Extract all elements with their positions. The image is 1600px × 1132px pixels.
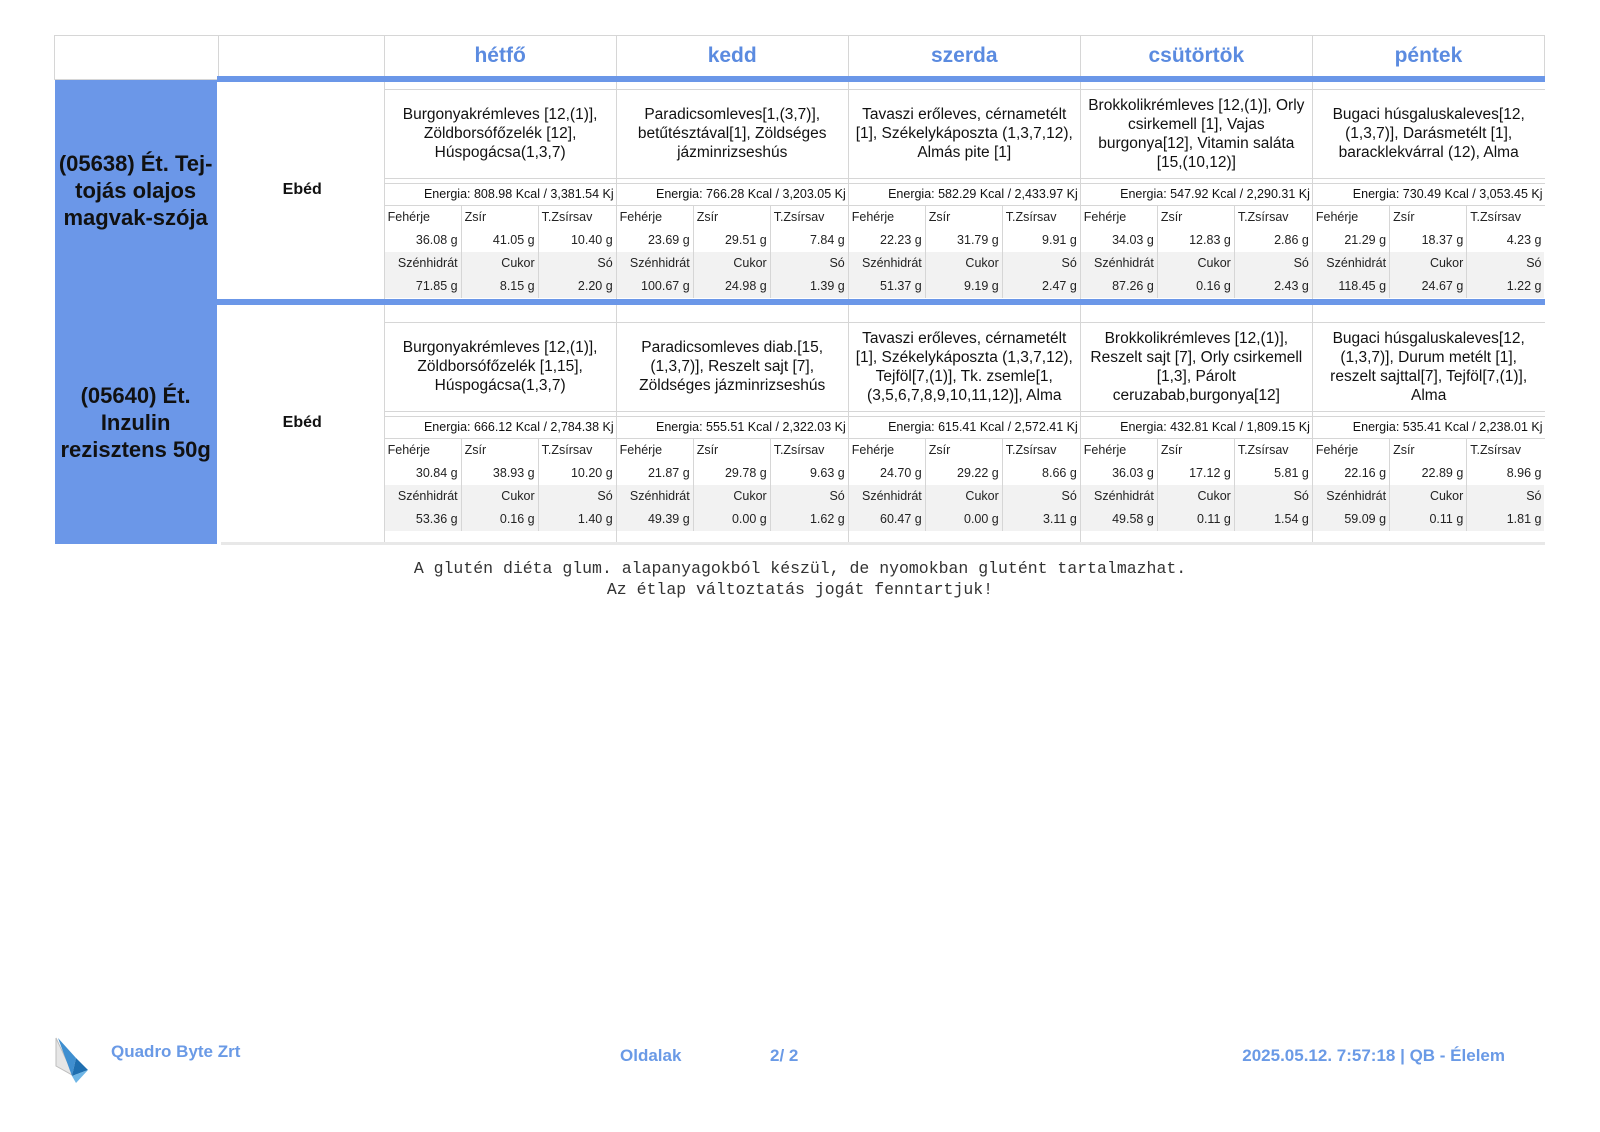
nutrient-labels-row-2 xyxy=(849,485,1080,508)
nutrient-protein: 22.16 g xyxy=(1313,462,1390,485)
energy-value: Energia: 808.98 Kcal / 3,381.54 Kj xyxy=(385,184,616,206)
spacer xyxy=(617,83,848,90)
label-sugar: Cukor xyxy=(462,252,539,275)
label-protein: Fehérje xyxy=(1081,206,1158,229)
nutrient-sat-fat: 10.40 g xyxy=(570,232,613,247)
energy-value: Energia: 582.29 Kcal / 2,433.97 Kj xyxy=(849,184,1080,206)
nutrient-sat-fat: 9.91 g xyxy=(1042,232,1077,247)
nutrient-carbs: 49.39 g xyxy=(617,508,694,531)
nutrient-carbs: 100.67 g xyxy=(617,275,694,298)
spacer xyxy=(1081,316,1312,323)
nutrient-fat: 17.12 g xyxy=(1158,462,1235,485)
footnote-line-2: Az étlap változtatás jogát fenntartjuk! xyxy=(606,580,994,599)
menu-cell-content xyxy=(385,83,616,298)
label-fat: Zsír xyxy=(694,439,771,462)
nutrient-labels-row-1 xyxy=(385,439,616,462)
spacer xyxy=(385,83,616,90)
nutrient-fat: 18.37 g xyxy=(1390,229,1467,252)
nutrient-values-row-2 xyxy=(849,275,1080,298)
menu-cell-wednesday xyxy=(848,79,1080,302)
nutrient-labels-row-1 xyxy=(617,439,848,462)
nutrient-carbs: 71.85 g xyxy=(385,275,462,298)
nutrient-labels-row-2 xyxy=(617,485,848,508)
label-fat: Zsír xyxy=(926,206,1003,229)
nutrient-sat-fat: 8.96 g xyxy=(1506,465,1542,480)
label-carbs: Szénhidrát xyxy=(1313,485,1390,508)
food-description: Paradicsomleves[1,(3,7)], betűtésztával[1], Zöldséges jázminrizseshús xyxy=(617,90,848,179)
energy-value: Energia: 730.49 Kcal / 3,053.45 Kj xyxy=(1313,184,1545,206)
label-sugar: Cukor xyxy=(694,252,771,275)
label-sugar: Cukor xyxy=(1158,485,1235,508)
energy-value: Energia: 766.28 Kcal / 3,203.05 Kj xyxy=(617,184,848,206)
group-row xyxy=(55,79,1545,302)
menu-cell-content xyxy=(1313,316,1545,531)
label-salt: Só xyxy=(1003,485,1080,508)
meal-label: Ebéd xyxy=(219,79,384,302)
label-protein: Fehérje xyxy=(385,206,462,229)
header-blank-meal xyxy=(219,36,384,80)
nutrient-sugar: 9.19 g xyxy=(926,275,1003,298)
menu-cell-friday xyxy=(1312,79,1544,302)
food-description: Burgonyakrémleves [12,(1)], Zöldborsófőzelék [12], Húspogácsa(1,3,7) xyxy=(385,90,616,179)
page-footer xyxy=(54,1036,1545,1096)
menu-cell-thursday xyxy=(1080,79,1312,302)
label-fat: Zsír xyxy=(1390,206,1467,229)
label-salt: Só xyxy=(1003,252,1080,275)
nutrient-fat: 12.83 g xyxy=(1158,229,1235,252)
nutrient-fat: 38.93 g xyxy=(462,462,539,485)
nutrient-sugar: 24.67 g xyxy=(1390,275,1467,298)
menu-cell-content xyxy=(849,83,1080,298)
nutrient-carbs: 51.37 g xyxy=(849,275,926,298)
quadro-byte-logo-icon xyxy=(54,1036,90,1084)
nutrient-salt: 1.62 g xyxy=(771,508,848,531)
nutrient-values-row-2 xyxy=(1081,508,1312,531)
page-number: 2/ 2 xyxy=(770,1046,799,1065)
food-description: Bugaci húsgaluskaleves[12, (1,3,7)], Durum metélt [1], reszelt sajttal[7], Tejföl[7,(1)], Alma xyxy=(1313,323,1545,412)
label-fat: Zsír xyxy=(694,206,771,229)
nutrient-salt: 1.54 g xyxy=(1235,508,1312,531)
nutrient-values-row-2 xyxy=(1313,508,1545,531)
nutrient-labels-row-2 xyxy=(849,252,1080,275)
label-fat: Zsír xyxy=(462,439,539,462)
nutrient-salt: 3.11 g xyxy=(1003,508,1080,531)
nutrient-values-row-1 xyxy=(385,229,616,252)
label-carbs: Szénhidrát xyxy=(617,485,694,508)
nutrient-protein: 21.29 g xyxy=(1313,229,1390,252)
nutrient-salt: 1.81 g xyxy=(1467,508,1544,531)
label-salt: Só xyxy=(1467,485,1544,508)
label-fat: Zsír xyxy=(1158,439,1235,462)
label-sugar: Cukor xyxy=(1390,485,1467,508)
nutrient-sugar: 0.16 g xyxy=(1158,275,1235,298)
nutrient-carbs: 87.26 g xyxy=(1081,275,1158,298)
label-salt: Só xyxy=(1235,485,1312,508)
menu-cell-tuesday xyxy=(616,79,848,302)
menu-cell-content xyxy=(1081,316,1312,531)
nutrient-values-row-1 xyxy=(617,462,848,485)
spacer xyxy=(617,316,848,323)
nutrient-labels-row-1 xyxy=(1313,206,1545,229)
food-description: Burgonyakrémleves [12,(1)], Zöldborsófőzelék [1,15], Húspogácsa(1,3,7) xyxy=(385,323,616,412)
spacer xyxy=(849,316,1080,323)
nutrient-values-row-1 xyxy=(385,462,616,485)
menu-table xyxy=(54,35,1545,545)
nutrient-labels-row-1 xyxy=(849,206,1080,229)
nutrient-values-row-1 xyxy=(617,229,848,252)
nutrient-labels-row-2 xyxy=(1313,485,1545,508)
label-fat: Zsír xyxy=(926,439,1003,462)
spacer xyxy=(1081,83,1312,90)
label-carbs: Szénhidrát xyxy=(1081,485,1158,508)
footnote-line-1: A glutén diéta glum. alapanyagokból készül, de nyomokban glutént tartalmazhat. xyxy=(413,559,1187,578)
spacer xyxy=(1313,316,1545,323)
label-sat-fat: T.Zsírsav xyxy=(1470,209,1521,224)
spacer xyxy=(385,316,616,323)
nutrient-fat: 41.05 g xyxy=(462,229,539,252)
nutrient-sugar: 0.11 g xyxy=(1158,508,1235,531)
nutrient-values-row-2 xyxy=(1313,275,1545,298)
menu-cell-content xyxy=(617,316,848,531)
nutrient-sugar: 0.11 g xyxy=(1390,508,1467,531)
nutrient-labels-row-1 xyxy=(1081,439,1312,462)
menu-cell-content xyxy=(385,316,616,531)
menu-cell-friday xyxy=(1312,302,1544,544)
menu-cell-content xyxy=(1081,83,1312,298)
nutrient-salt: 1.39 g xyxy=(771,275,848,298)
nutrient-sat-fat: 7.84 g xyxy=(809,232,845,247)
nutrient-carbs: 59.09 g xyxy=(1313,508,1390,531)
group-row xyxy=(55,302,1545,544)
nutrient-labels-row-1 xyxy=(1313,439,1545,462)
label-protein: Fehérje xyxy=(385,439,462,462)
nutrient-values-row-2 xyxy=(385,508,616,531)
food-description: Bugaci húsgaluskaleves[12, (1,3,7)], Darásmetélt [1], baracklekvárral (12), Alma xyxy=(1313,90,1545,179)
nutrient-sat-fat: 9.63 g xyxy=(809,465,845,480)
food-description: Tavaszi erőleves, cérnametélt [1], Székelykáposzta (1,3,7,12), Tejföl[7,(1)], Tk. zsemle[1, (3,5,6,7,8,9,10,11,12)], Alma xyxy=(849,323,1080,412)
day-header-friday: péntek xyxy=(1312,36,1544,80)
diet-group-name: (05640) Ét. Inzulin rezisztens 50g xyxy=(55,302,219,544)
label-carbs: Szénhidrát xyxy=(385,252,462,275)
nutrient-fat: 31.79 g xyxy=(926,229,1003,252)
nutrient-sat-fat: 5.81 g xyxy=(1274,465,1309,480)
nutrient-labels-row-1 xyxy=(1081,206,1312,229)
nutrient-fat: 22.89 g xyxy=(1390,462,1467,485)
nutrient-salt: 2.47 g xyxy=(1003,275,1080,298)
nutrient-values-row-2 xyxy=(849,508,1080,531)
label-sat-fat: T.Zsírsav xyxy=(541,209,593,224)
nutrient-labels-row-2 xyxy=(385,252,616,275)
energy-value: Energia: 555.51 Kcal / 2,322.03 Kj xyxy=(617,417,848,439)
label-carbs: Szénhidrát xyxy=(1081,252,1158,275)
meal-label: Ebéd xyxy=(219,302,384,544)
nutrient-carbs: 60.47 g xyxy=(849,508,926,531)
nutrient-protein: 34.03 g xyxy=(1081,229,1158,252)
nutrient-values-row-2 xyxy=(617,508,848,531)
nutrient-labels-row-1 xyxy=(617,206,848,229)
label-sat-fat: T.Zsírsav xyxy=(773,209,825,224)
spacer xyxy=(849,83,1080,90)
day-header-thursday: csütörtök xyxy=(1080,36,1312,80)
nutrient-values-row-1 xyxy=(849,229,1080,252)
food-description: Tavaszi erőleves, cérnametélt [1], Székelykáposzta (1,3,7,12), Almás pite [1] xyxy=(849,90,1080,179)
food-description: Brokkolikrémleves [12,(1)], Reszelt sajt [7], Orly csirkemell [1,3], Párolt ceruzabab,burgonya[12] xyxy=(1081,323,1312,412)
table-body xyxy=(55,36,1545,544)
label-protein: Fehérje xyxy=(1313,439,1390,462)
nutrient-fat: 29.78 g xyxy=(694,462,771,485)
nutrient-carbs: 53.36 g xyxy=(385,508,462,531)
nutrient-carbs: 49.58 g xyxy=(1081,508,1158,531)
label-protein: Fehérje xyxy=(617,206,694,229)
nutrient-labels-row-2 xyxy=(385,485,616,508)
nutrient-values-row-2 xyxy=(385,275,616,298)
menu-cell-thursday xyxy=(1080,302,1312,544)
energy-value: Energia: 432.81 Kcal / 1,809.15 Kj xyxy=(1081,417,1312,439)
label-salt: Só xyxy=(539,252,616,275)
nutrient-protein: 36.08 g xyxy=(385,229,462,252)
label-salt: Só xyxy=(771,485,848,508)
nutrient-fat: 29.22 g xyxy=(926,462,1003,485)
nutrient-sugar: 8.15 g xyxy=(462,275,539,298)
energy-value: Energia: 547.92 Kcal / 2,290.31 Kj xyxy=(1081,184,1312,206)
nutrient-salt: 1.40 g xyxy=(539,508,616,531)
nutrient-labels-row-1 xyxy=(385,206,616,229)
label-sugar: Cukor xyxy=(1390,252,1467,275)
nutrient-sugar: 0.00 g xyxy=(694,508,771,531)
nutrient-values-row-1 xyxy=(1313,229,1545,252)
label-sugar: Cukor xyxy=(694,485,771,508)
food-description: Paradicsomleves diab.[15, (1,3,7)], Reszelt sajt [7], Zöldséges jázminrizseshús xyxy=(617,323,848,412)
menu-cell-content xyxy=(617,83,848,298)
label-sat-fat: T.Zsírsav xyxy=(1237,209,1289,224)
nutrient-sat-fat: 8.66 g xyxy=(1042,465,1077,480)
menu-cell-tuesday xyxy=(616,302,848,544)
nutrient-labels-row-2 xyxy=(1081,252,1312,275)
energy-value: Energia: 666.12 Kcal / 2,784.38 Kj xyxy=(385,417,616,439)
label-sat-fat: T.Zsírsav xyxy=(1005,442,1057,457)
food-description: Brokkolikrémleves [12,(1)], Orly csirkemell [1], Vajas burgonya[12], Vitamin saláta [15,(10,12)] xyxy=(1081,90,1312,179)
label-salt: Só xyxy=(1235,252,1312,275)
nutrient-protein: 30.84 g xyxy=(385,462,462,485)
label-carbs: Szénhidrát xyxy=(617,252,694,275)
nutrient-values-row-1 xyxy=(1313,462,1545,485)
nutrient-carbs: 118.45 g xyxy=(1313,275,1390,298)
company-name: Quadro Byte Zrt xyxy=(111,1042,241,1061)
day-header-monday: hétfő xyxy=(384,36,616,80)
label-sat-fat: T.Zsírsav xyxy=(1005,209,1057,224)
menu-cell-content xyxy=(1313,83,1545,298)
nutrient-protein: 22.23 g xyxy=(849,229,926,252)
label-salt: Só xyxy=(539,485,616,508)
nutrient-sat-fat: 2.86 g xyxy=(1274,232,1309,247)
print-timestamp: 2025.05.12. 7:57:18 | QB - Élelem xyxy=(1242,1046,1505,1065)
nutrient-values-row-2 xyxy=(617,275,848,298)
nutrient-protein: 24.70 g xyxy=(849,462,926,485)
nutrient-salt: 2.43 g xyxy=(1235,275,1312,298)
label-sat-fat: T.Zsírsav xyxy=(773,442,825,457)
menu-cell-monday xyxy=(384,302,616,544)
label-protein: Fehérje xyxy=(1313,206,1390,229)
menu-cell-monday xyxy=(384,79,616,302)
menu-cell-wednesday xyxy=(848,302,1080,544)
label-fat: Zsír xyxy=(1390,439,1467,462)
label-protein: Fehérje xyxy=(849,439,926,462)
label-salt: Só xyxy=(771,252,848,275)
nutrient-labels-row-2 xyxy=(1313,252,1545,275)
label-carbs: Szénhidrát xyxy=(1313,252,1390,275)
label-sat-fat: T.Zsírsav xyxy=(1470,442,1521,457)
label-fat: Zsír xyxy=(1158,206,1235,229)
nutrient-labels-row-1 xyxy=(849,439,1080,462)
diet-group-name: (05638) Ét. Tej-tojás olajos magvak-szója xyxy=(55,79,219,302)
header-row xyxy=(55,36,1545,80)
nutrient-values-row-1 xyxy=(1081,229,1312,252)
nutrient-labels-row-2 xyxy=(617,252,848,275)
label-salt: Só xyxy=(1467,252,1544,275)
gluten-footnote xyxy=(0,558,1600,600)
day-header-tuesday: kedd xyxy=(616,36,848,80)
nutrient-sat-fat: 10.20 g xyxy=(570,465,613,480)
nutrient-values-row-1 xyxy=(849,462,1080,485)
nutrient-salt: 1.22 g xyxy=(1467,275,1544,298)
menu-cell-content xyxy=(849,316,1080,531)
nutrient-values-row-2 xyxy=(1081,275,1312,298)
energy-value: Energia: 615.41 Kcal / 2,572.41 Kj xyxy=(849,417,1080,439)
nutrient-sugar: 0.16 g xyxy=(462,508,539,531)
pages-label: Oldalak xyxy=(620,1046,682,1065)
label-carbs: Szénhidrát xyxy=(385,485,462,508)
nutrient-sugar: 0.00 g xyxy=(926,508,1003,531)
nutrient-protein: 23.69 g xyxy=(617,229,694,252)
nutrient-protein: 36.03 g xyxy=(1081,462,1158,485)
day-header-wednesday: szerda xyxy=(848,36,1080,80)
nutrient-sugar: 24.98 g xyxy=(694,275,771,298)
label-carbs: Szénhidrát xyxy=(849,485,926,508)
label-sugar: Cukor xyxy=(1158,252,1235,275)
label-protein: Fehérje xyxy=(1081,439,1158,462)
label-sugar: Cukor xyxy=(926,252,1003,275)
nutrient-values-row-1 xyxy=(1081,462,1312,485)
label-sat-fat: T.Zsírsav xyxy=(1237,442,1289,457)
label-carbs: Szénhidrát xyxy=(849,252,926,275)
energy-value: Energia: 535.41 Kcal / 2,238.01 Kj xyxy=(1313,417,1545,439)
header-blank-group xyxy=(55,36,219,80)
label-sat-fat: T.Zsírsav xyxy=(541,442,593,457)
label-sugar: Cukor xyxy=(926,485,1003,508)
nutrient-sat-fat: 4.23 g xyxy=(1506,232,1542,247)
spacer xyxy=(1313,83,1545,90)
label-protein: Fehérje xyxy=(849,206,926,229)
label-sugar: Cukor xyxy=(462,485,539,508)
label-fat: Zsír xyxy=(462,206,539,229)
nutrient-protein: 21.87 g xyxy=(617,462,694,485)
label-protein: Fehérje xyxy=(617,439,694,462)
nutrient-labels-row-2 xyxy=(1081,485,1312,508)
nutrient-fat: 29.51 g xyxy=(694,229,771,252)
nutrient-salt: 2.20 g xyxy=(539,275,616,298)
